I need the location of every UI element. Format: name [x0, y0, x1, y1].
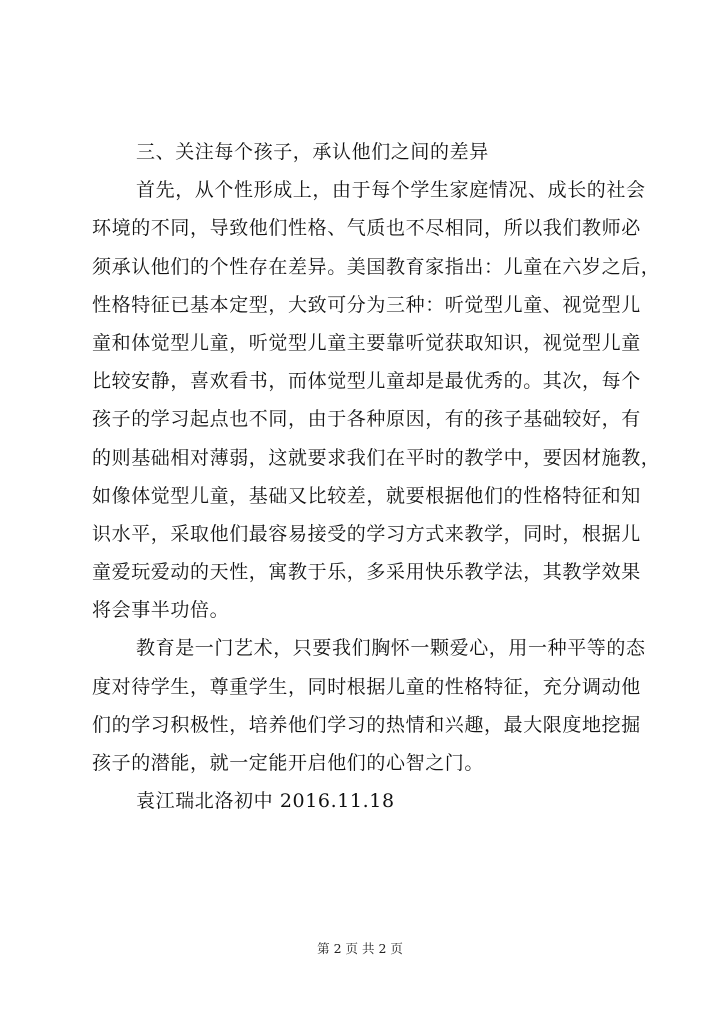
paragraph-1 — [92, 171, 661, 629]
paragraph-line: 比较安静，喜欢看书，而体觉型儿童却是最优秀的。其次，每个 — [92, 370, 641, 393]
paragraph-line: 们的学习积极性，培养他们学习的热情和兴趣，最大限度地挖掘 — [92, 713, 641, 736]
paragraph-line: 的则基础相对薄弱，这就要求我们在平时的教学中，要因材施教， — [92, 446, 661, 469]
signature-line: 袁江瑞北洛初中 2016.11.18 — [136, 790, 395, 813]
paragraph-line: 性格特征已基本定型，大致可分为三种：听觉型儿童、视觉型儿 — [92, 293, 641, 316]
paragraph-line: 度对待学生，尊重学生，同时根据儿童的性格特征，充分调动他 — [92, 675, 641, 698]
section-heading: 三、关注每个孩子，承认他们之间的差异 — [136, 141, 489, 163]
document-body — [92, 133, 661, 820]
paragraph-line: 将会事半功倍。 — [92, 599, 230, 622]
paragraph-line: 教育是一门艺术，只要我们胸怀一颗爱心，用一种平等的态 — [136, 637, 646, 660]
paragraph-line: 识水平，采取他们最容易接受的学习方式来教学，同时，根据儿 — [92, 522, 641, 545]
paragraph-line: 童爱玩爱动的天性，寓教于乐，多采用快乐教学法，其教学效果 — [92, 561, 641, 584]
paragraph-line: 须承认他们的个性存在差异。美国教育家指出：儿童在六岁之后， — [92, 255, 661, 278]
paragraph-2 — [92, 629, 646, 782]
page-number-footer: 第 2 页 共 2 页 — [317, 941, 403, 956]
paragraph-line: 环境的不同，导致他们性格、气质也不尽相同，所以我们教师必 — [92, 217, 641, 240]
paragraph-line: 童和体觉型儿童，听觉型儿童主要靠听觉获取知识，视觉型儿童 — [92, 331, 641, 354]
paragraph-line: 首先，从个性形成上，由于每个学生家庭情况、成长的社会 — [136, 179, 646, 202]
paragraph-line: 孩子的学习起点也不同，由于各种原因，有的孩子基础较好，有 — [92, 408, 641, 431]
paragraph-line: 如像体觉型儿童，基础又比较差，就要根据他们的性格特征和知 — [92, 484, 641, 507]
paragraph-line: 孩子的潜能，就一定能开启他们的心智之门。 — [92, 752, 485, 774]
